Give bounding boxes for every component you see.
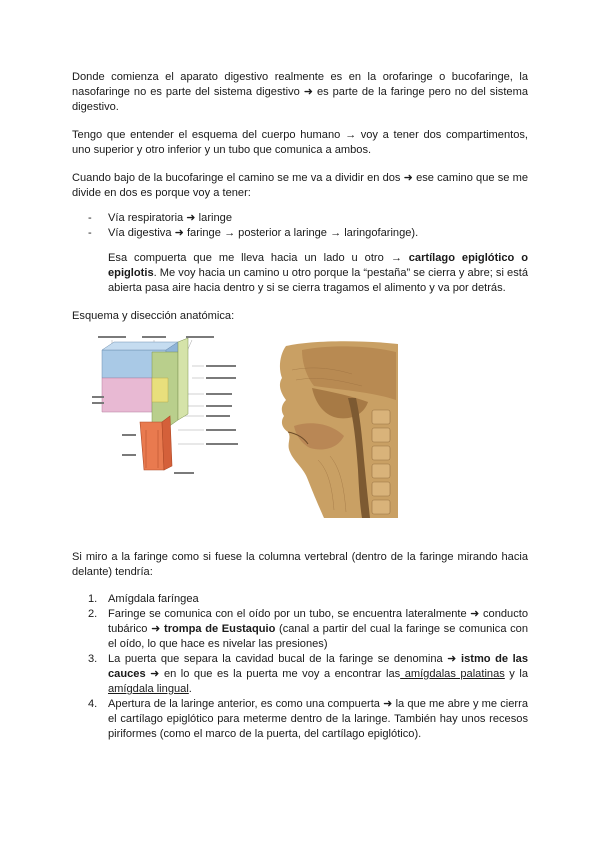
paragraph-esquema: Tengo que entender el esquema del cuerpo humano → voy a tener dos compartimentos, uno superior y otro inferior y un tubo que comunica a ambos. [72,129,528,156]
document-page [72,70,528,742]
list-item: - Vía respiratoria ➜ laringe [72,211,528,226]
list-item: 4. Apertura de la laringe anterior, es como una compuerta ➜ la que me abre y me cierra el cartílago epiglótico para meterme dentro de la laringe. También hay unos recesos piriformes (como el marco de la puerta, del cartílago epiglótico). [88,698,528,740]
list-item: 2. Faringe se comunica con el oído por un tubo, se encuentra lateralmente ➜ conducto tubárico ➜ trompa de Eustaquio (canal a partir del cual la faringe se comunica con el oído, lo que hace es nivelar las presiones) [88,608,528,650]
paragraph-epiglotis: Esa compuerta que me lleva hacia un lado u otro → cartílago epiglótico o epiglotis. Me voy hacia un camino u otro porque la “pestaña” se cierra y abre; si está abierta pasa aire hacia dentro y si se cierra tragamos el alimento y va por detrás. [108,252,528,294]
figures-row [72,324,528,538]
pharynx-diagram-figure [92,330,262,480]
section-caption: Esquema y disección anatómica: [72,310,235,322]
amigdalas-palatinas-term: amígdalas palatinas [400,668,505,680]
list-item: 3. La puerta que separa la cavidad bucal de la faringe se denomina ➜ istmo de las cauces ➜ en lo que es la puerta me voy a encontrar las amígdalas palatinas y la amígdala lingual. [88,653,528,695]
paragraph-faringe-columna: Si miro a la faringe como si fuese la columna vertebral (dentro de la faringe mirando hacia delante) tendría: [72,551,528,578]
eustaquio-term: trompa de Eustaquio [164,623,276,635]
paragraph-orofaringe: Donde comienza el aparato digestivo realmente es en la orofaringe o bucofaringe, la nasofaringe no es parte del sistema digestivo ➜ es parte de la faringe pero no del sistema digestivo. [72,71,528,113]
list-item: - Vía digestiva ➜ faringe → posterior a laringe → laringofaringe). [72,226,528,241]
vias-list [72,211,528,241]
paragraph-bucofaringe: Cuando bajo de la bucofaringe el camino se me va a dividir en dos ➜ ese camino que se me divide en dos es porque voy a tener: [72,172,528,199]
list-item: 1. Amígdala faríngea [88,593,199,605]
amigdala-lingual-term: amígdala lingual [108,683,189,695]
dissection-photo-figure [272,340,398,518]
epiglotis-term: cartílago epiglótico o epiglotis [108,252,528,279]
faringe-structures-list [72,592,528,742]
istmo-term: istmo de las cauces [108,653,528,680]
